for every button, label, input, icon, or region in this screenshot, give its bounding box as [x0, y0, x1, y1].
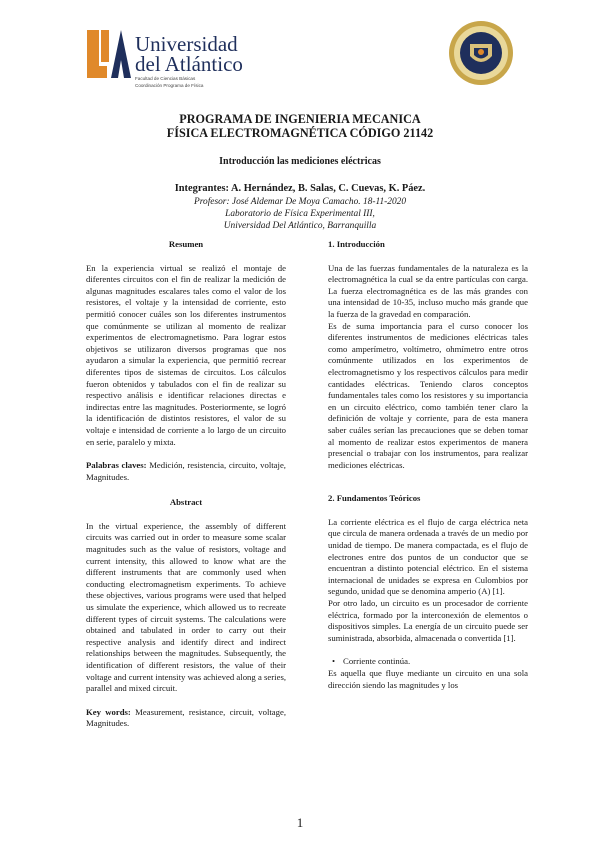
university-logo-mark-icon — [85, 26, 133, 82]
palabras-text: Medición, resistencia, circuito, voltaje, Magnitudes. — [86, 460, 286, 482]
university-logo — [85, 26, 255, 89]
left-column — [86, 239, 286, 730]
fundamentos-paragraph-2: Por otro lado, un circuito es un procesador de corriente eléctrica, formado por la interconexión de elementos o dispositivos simples. La energía de un circuito puede ser suministrada, absorbida, almacenada o convertida [1]. — [328, 598, 528, 643]
university-name-line2: del Atlántico — [135, 52, 243, 76]
intro-paragraph-1: Una de las fuerzas fundamentales de la naturaleza es la electromagnética la cual se da entre partículas con carga. La fuerza electromagnética es de las más grandes con una intensidad de 10-35, incluso mucho más grande que la fuerza de la gravedad en comparación. — [328, 262, 528, 319]
faculty-line: Facultad de Ciencias Básicas — [135, 76, 196, 81]
course-title: FÍSICA ELECTROMAGNÉTICA CÓDIGO 21142 — [166, 126, 434, 140]
affiliation-block — [0, 196, 600, 233]
page-number: 1 — [296, 815, 304, 830]
palabras-claves — [86, 460, 286, 483]
keywords-label: Key words: — [86, 706, 131, 717]
key-words — [86, 707, 286, 730]
professor-line: Profesor: José Aldemar De Moya Camacho. 18-11-2020 — [193, 197, 407, 207]
keywords-text: Measurement, resistance, circuit, voltage, Magnitudes. — [86, 706, 286, 729]
bullet-label: Corriente continúa. — [343, 656, 411, 667]
fundamentos-paragraph-1: La corriente eléctrica es el flujo de carga eléctrica neta que circula de manera ordenada a través de un medio por unidad de tiempo. De manera compactada, es el flujo de electrones entre dos puntos de un conductor que se encuentran a distinto potencial eléctrico. En el sistema internacional de unidades se expresa en Culombios por segundo, unidad que se denomina amperio (A) [1]. — [328, 516, 528, 597]
bullet-item — [328, 656, 528, 668]
bullet-description: Es aquella que fluye mediante un circuito en una sola dirección siendo las magnitudes y los — [328, 668, 528, 690]
university-line: Universidad Del Atlántico, Barranquilla — [223, 221, 377, 232]
right-column — [328, 239, 528, 691]
abstract-heading: Abstract — [169, 497, 203, 508]
program-title: PROGRAMA DE INGENIERIA MECANICA — [179, 112, 421, 126]
paper-subtitle: Introducción las mediciones eléctricas — [219, 156, 381, 167]
program-line: Coordinación Programa de Física — [135, 83, 204, 89]
resumen-text: En la experiencia virtual se realizó el montaje de diferentes circuitos con el fin de realizar la medición de algunas magnitudes escalares tales como el valor de los resistores, el voltaje y la intensidad de corriente, esto permitió conocer cuáles son los diferentes instrumentos que comúnmente se utilizan al momento de realizar experimentos de electromagnetismo. Para lograr estos objetivos se utilizaron diversos programas que nos ayudaron a simular la experiencia, que permitió recrear diferentes tipos de sistemas de circuitos. Los cálculos fueron obtenidos y tabulados con el fin de realizar su respectivo análisis e identificar relaciones directas e indirectas entre las magnitudes. Posteriormente, se logró la identificación de distintos resistores, el valor de su voltaje e intensidad de corriente a lo largo de un circuito en serie, paralelo y mixta. — [86, 262, 286, 447]
intro-paragraph-2: Es de suma importancia para el curso conocer los diferentes instrumentos de mediciones eléctricas tales como amperímetro, voltímetro, ohmímetro entre otros comúnmente utilizados en los experimentos de electromagnetismo y los respectivos cálculos para medir cantidades eléctricas. Teniendo claros conceptos fundamentales tales como los resistores y su importancia en un circuito eléctrico, como también tener claro la definición de voltaje y corriente, para de esta manera saber cuáles serían las precauciones que se deben tomar al momento de realizar estos experimentos de manera presencial o trabajar con los instrumentos, para realizar mediciones eléctricas. — [328, 320, 528, 470]
university-seal-icon — [448, 20, 514, 86]
authors-line: Integrantes: A. Hernández, B. Salas, C. Cuevas, K. Páez. — [174, 183, 426, 194]
intro-heading: 1. Introducción — [328, 239, 385, 249]
lab-line: Laboratorio de Física Experimental III, — [225, 209, 375, 220]
palabras-label: Palabras claves: — [86, 460, 147, 471]
fundamentos-heading: 2. Fundamentos Teóricos — [328, 493, 421, 504]
abstract-text: In the virtual experience, the assembly of different circuits was carried out in order to measure some scalar magnitudes such as the value of resistors, voltage and current intensity, this allowed to know what are the different instruments that are commonly used when conducting electromagnetism experiments. To achieve these objectives, various programs were used that helped us simulate the experience, which allowed us to recreate different types of circuit systems. The calculations were obtained and tabulated in order to carry out their respective analysis and identify direct and indirect relationships between the magnitudes. Subsequently, the identification of different resistors, the value of their voltage and current intensity was achieved along a series, parallel and mixed circuit. — [86, 520, 286, 694]
bullet-dot-icon: • — [332, 656, 336, 667]
university-name-line1: Universidad — [135, 32, 238, 56]
resumen-heading: Resumen — [168, 239, 204, 249]
